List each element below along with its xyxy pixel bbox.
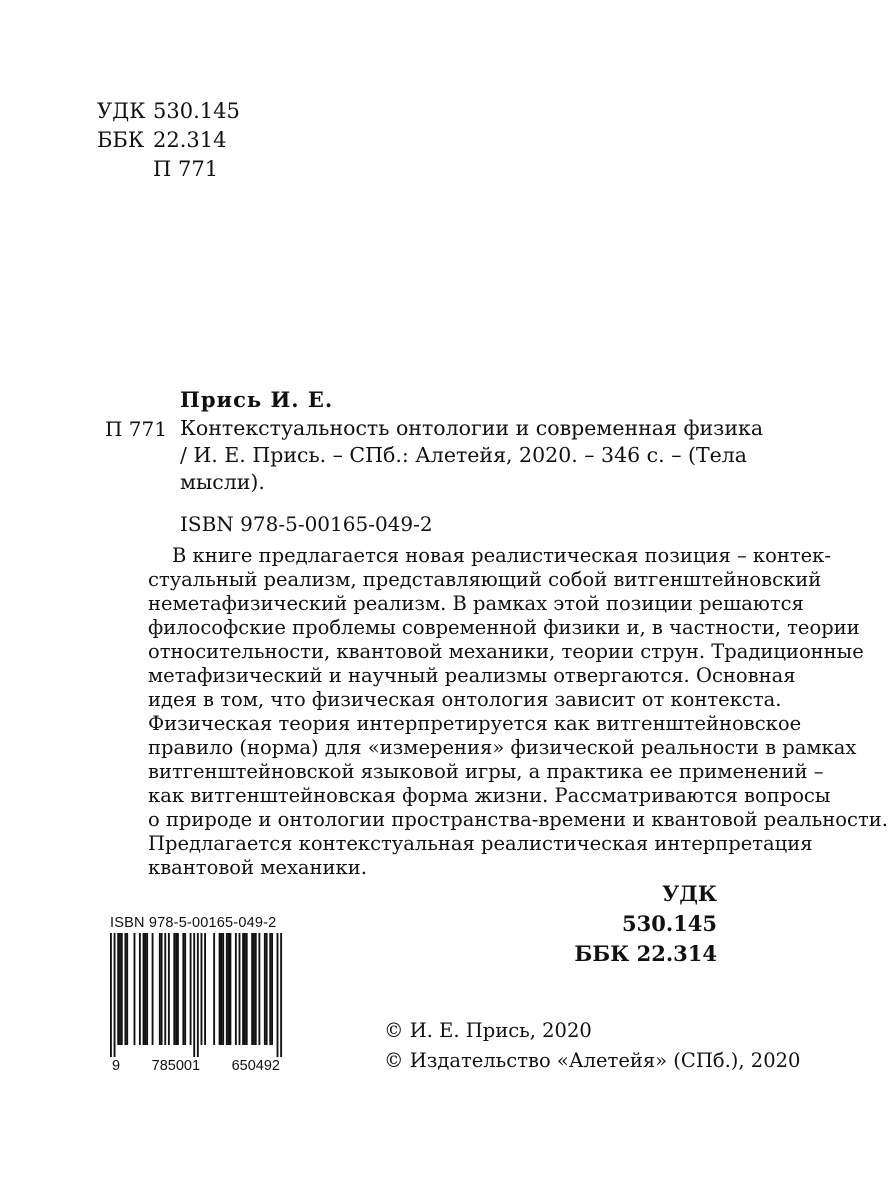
bbk-row bbox=[97, 126, 240, 155]
barcode-bar bbox=[144, 933, 146, 1045]
barcode-bar bbox=[168, 933, 170, 1045]
barcode-bar bbox=[251, 933, 253, 1045]
barcode-bar bbox=[126, 933, 128, 1045]
barcode-bar bbox=[197, 933, 199, 1057]
barcode-bar bbox=[117, 933, 119, 1045]
barcode-bar bbox=[253, 933, 255, 1045]
barcode-bar bbox=[264, 933, 266, 1045]
barcode-bar bbox=[201, 933, 203, 1045]
barcode-bar bbox=[266, 933, 268, 1045]
barcode-bar bbox=[242, 933, 244, 1045]
barcode-bar bbox=[244, 933, 246, 1045]
barcode-bar bbox=[134, 933, 136, 1045]
annotation bbox=[148, 544, 888, 880]
barcode-bar bbox=[258, 933, 260, 1045]
isbn-barcode bbox=[110, 915, 282, 1074]
barcode-bar bbox=[228, 933, 230, 1045]
barcode-bar bbox=[239, 933, 241, 1045]
barcode-digits-left: 785001 bbox=[151, 1058, 201, 1074]
title-line: Контекстуальность онтологии и современная физика bbox=[180, 416, 764, 440]
barcode-bar bbox=[182, 933, 184, 1045]
annotation-line: квантовой механики. bbox=[148, 856, 367, 879]
barcode-bar bbox=[143, 933, 145, 1045]
barcode-bar bbox=[164, 933, 166, 1045]
barcode-isbn-text: ISBN 978-5-00165-049-2 bbox=[110, 915, 277, 931]
barcode-bar bbox=[193, 933, 195, 1057]
record-isbn: ISBN 978-5-00165-049-2 bbox=[180, 512, 433, 536]
barcode-bar bbox=[152, 933, 154, 1045]
barcode-bars bbox=[110, 933, 282, 1057]
annotation-line: относительности, квантовой механики, теории струн. Традиционные bbox=[148, 640, 864, 663]
barcode-bar bbox=[159, 933, 161, 1045]
author-mark: П 771 bbox=[153, 157, 219, 181]
barcode-bar bbox=[280, 933, 282, 1057]
barcode-bar bbox=[219, 933, 221, 1045]
annotation-line: Предлагается контекстуальная реалистическая интерпретация bbox=[148, 832, 813, 855]
bottom-udk: УДК 530.145 bbox=[622, 881, 717, 936]
annotation-line: как витгенштейновская форма жизни. Рассматриваются вопросы bbox=[148, 784, 831, 807]
annotation-line: Физическая теория интерпретируется как витгенштейновское bbox=[148, 712, 802, 735]
barcode-bar bbox=[173, 933, 175, 1045]
barcode-bar bbox=[235, 933, 237, 1045]
barcode-bar bbox=[222, 933, 224, 1045]
barcode-bar bbox=[184, 933, 186, 1045]
copyright-publisher: © Издательство «Алетейя» (СПб.), 2020 bbox=[384, 1049, 801, 1072]
barcode-bar bbox=[213, 933, 215, 1045]
udk-value: 530.145 bbox=[153, 99, 240, 123]
barcode-bar bbox=[114, 933, 116, 1057]
barcode-bar bbox=[271, 933, 273, 1045]
bibliographic-title bbox=[180, 415, 764, 496]
barcode-bar bbox=[220, 933, 222, 1045]
top-classification bbox=[97, 97, 240, 184]
annotation-line: философские проблемы современной физики и, в частности, теории bbox=[148, 616, 860, 639]
bottom-bbk: ББК 22.314 bbox=[574, 941, 717, 966]
barcode-bar bbox=[246, 933, 248, 1045]
barcode-digits bbox=[110, 1058, 282, 1074]
annotation-line: правило (норма) для «измерения» физической реальности в рамках bbox=[148, 736, 857, 759]
barcode-bar bbox=[226, 933, 228, 1045]
annotation-line: метафизический и научный реализмы отвергаются. Основная bbox=[148, 664, 796, 687]
barcode-digits-right: 650492 bbox=[231, 1058, 280, 1074]
annotation-line: неметафизический реализм. В рамках этой позиции решаются bbox=[148, 592, 804, 615]
annotation-line: В книге предлагается новая реалистическая позиция – контек- bbox=[172, 544, 831, 567]
barcode-bar bbox=[175, 933, 177, 1045]
annotation-line: идея в том, что физическая онтология зависит от контекста. bbox=[148, 688, 782, 711]
barcode-bar bbox=[119, 933, 121, 1045]
barcode-bar bbox=[124, 933, 126, 1045]
record-author: Прись И. Е. bbox=[180, 387, 334, 412]
call-mark: П 771 bbox=[105, 417, 167, 441]
bottom-classification bbox=[560, 879, 717, 969]
barcode-digit-lead: 9 bbox=[112, 1058, 121, 1074]
barcode-bar bbox=[204, 933, 206, 1045]
bbk-value: 22.314 bbox=[153, 128, 227, 152]
title-line: / И. Е. Прись. – СПб.: Алетейя, 2020. – 346 с. – (Тела bbox=[180, 443, 748, 467]
barcode-bar bbox=[110, 933, 112, 1057]
annotation-line: о природе и онтологии пространства-времени и квантовой реальности. bbox=[148, 808, 888, 831]
author-mark-row bbox=[97, 155, 240, 184]
barcode-bar bbox=[229, 933, 231, 1045]
copyright-block bbox=[384, 1016, 800, 1076]
barcode-bar bbox=[121, 933, 123, 1045]
barcode-bar bbox=[277, 933, 279, 1057]
barcode-bar bbox=[146, 933, 148, 1045]
barcode-bar bbox=[139, 933, 141, 1045]
title-line: мысли). bbox=[180, 470, 265, 494]
annotation-line: витгенштейновской языковой игры, а практика ее применений – bbox=[148, 760, 824, 783]
udk-label: УДК bbox=[97, 99, 146, 123]
udk-row bbox=[97, 97, 240, 126]
barcode-bar bbox=[190, 933, 192, 1045]
barcode-bar bbox=[255, 933, 257, 1045]
barcode-bar bbox=[269, 933, 271, 1045]
barcode-bar bbox=[177, 933, 179, 1045]
copyright-author: © И. Е. Прись, 2020 bbox=[384, 1019, 592, 1042]
annotation-line: стуальный реализм, представляющий собой витгенштейновский bbox=[148, 568, 822, 591]
bbk-label: ББК bbox=[97, 128, 145, 152]
barcode-bar bbox=[161, 933, 163, 1045]
